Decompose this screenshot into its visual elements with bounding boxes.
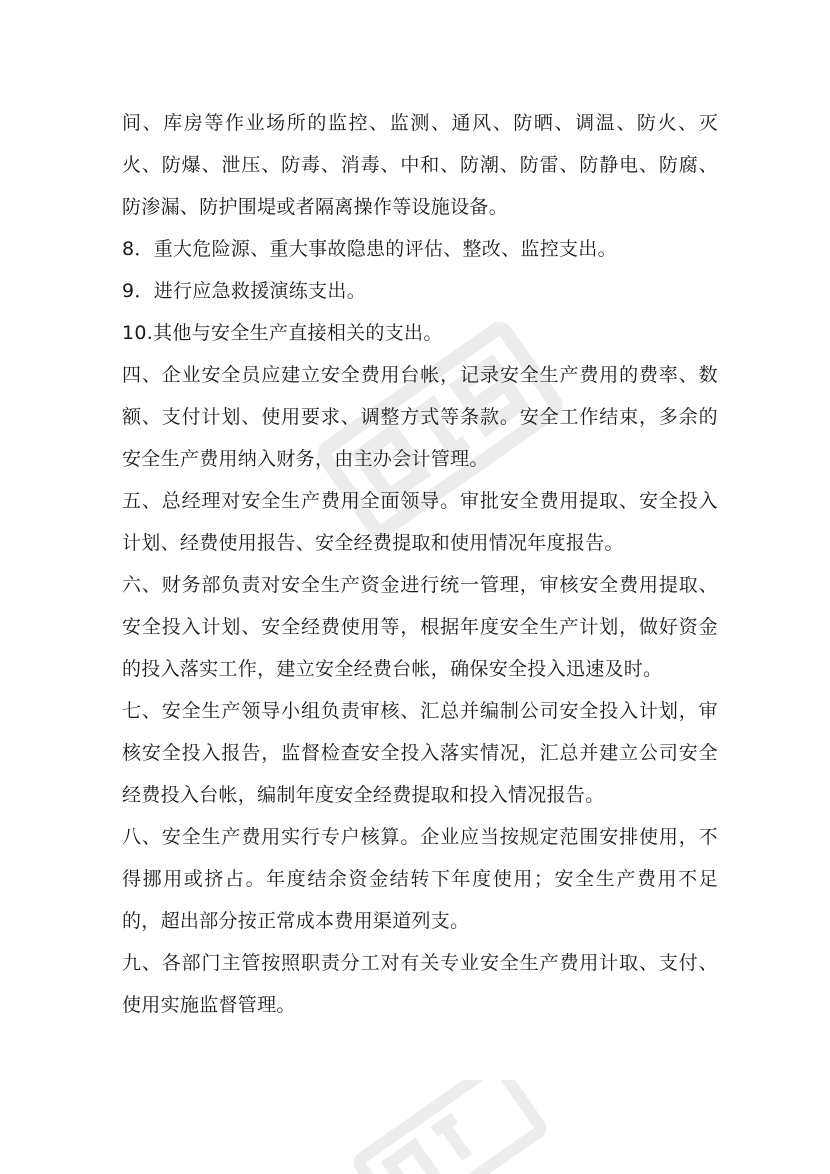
document-body <box>122 102 718 1026</box>
paragraph-section-4: 四、企业安全员应建立安全费用台帐，记录安全生产费用的费率、数额、支付计划、使用要求、调整方式等条款。安全工作结束，多余的安全生产费用纳入财务，由主办会计管理。 <box>122 364 718 470</box>
paragraph-item-10: 10.其他与安全生产直接相关的支出。 <box>122 322 443 344</box>
paragraph-section-8: 八、安全生产费用实行专户核算。企业应当按规定范围安排使用，不得挪用或挤占。年度结余资金结转下年度使用；安全生产费用不足的，超出部分按正常成本费用渠道列支。 <box>122 826 718 932</box>
paragraph-facility-list: 间、库房等作业场所的监控、监测、通风、防晒、调温、防火、灭火、防爆、泄压、防毒、消毒、中和、防潮、防雷、防静电、防腐、防渗漏、防护围堤或者隔离操作等设施设备。 <box>122 112 718 218</box>
paragraph-section-9: 九、各部门主管按照职责分工对有关专业安全生产费用计取、支付、使用实施监督管理。 <box>122 952 718 1016</box>
paragraph-item-9: 9．进行应急救援演练支出。 <box>122 280 366 302</box>
paragraph-section-7: 七、安全生产领导小组负责审核、汇总并编制公司安全投入计划，审核安全投入报告，监督检查安全投入落实情况，汇总并建立公司安全经费投入台帐，编制年度安全经费提取和投入情况报告。 <box>122 700 718 806</box>
paragraph-item-8: 8．重大危险源、重大事故隐患的评估、整改、监控支出。 <box>122 238 617 260</box>
watermark-logo-bottom <box>330 1080 550 1174</box>
paragraph-section-6: 六、财务部负责对安全生产资金进行统一管理，审核安全费用提取、安全投入计划、安全经费使用等，根据年度安全生产计划，做好资金的投入落实工作，建立安全经费台帐，确保安全投入迅速及时。 <box>122 574 718 680</box>
paragraph-section-5: 五、总经理对安全生产费用全面领导。审批安全费用提取、安全投入计划、经费使用报告、安全经费提取和使用情况年度报告。 <box>122 490 718 554</box>
